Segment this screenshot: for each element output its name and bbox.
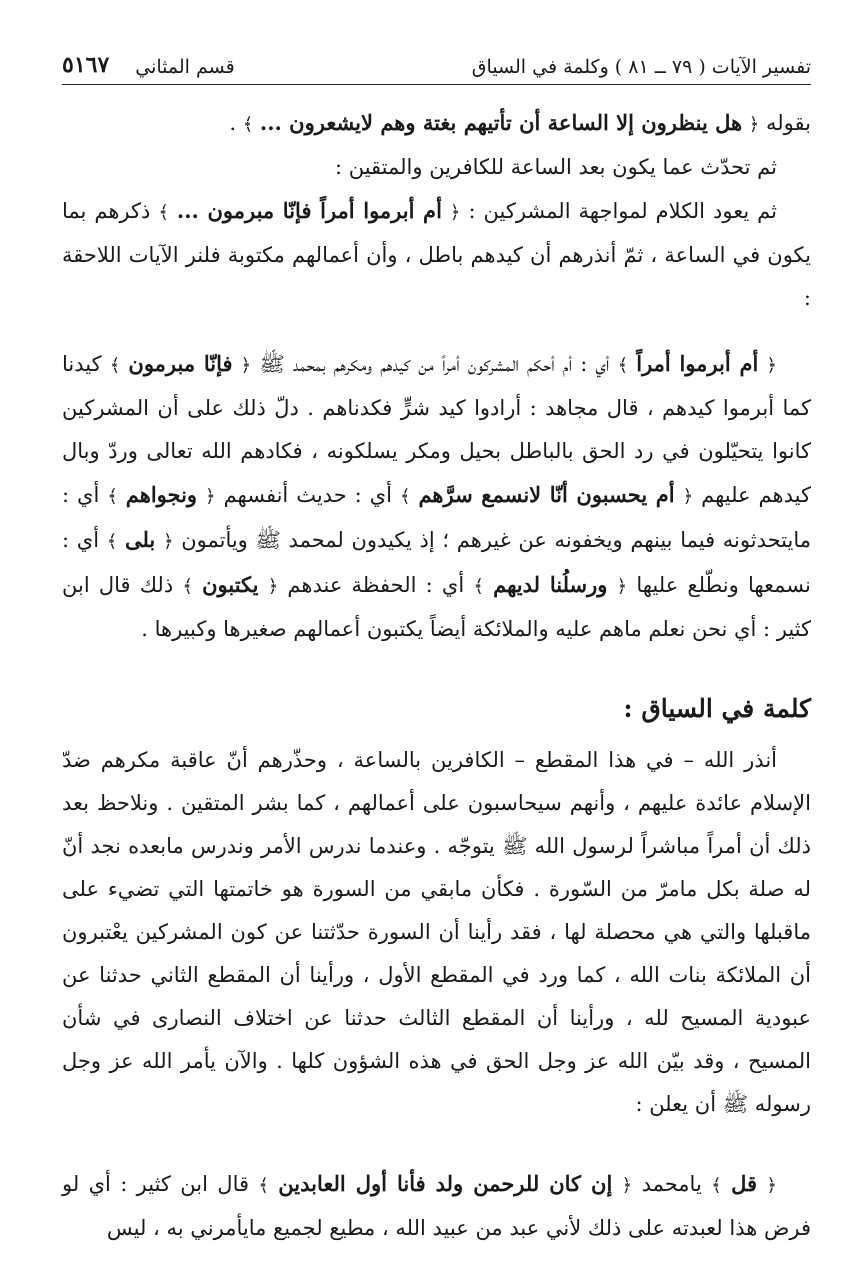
text: أي : مايتحدثونه فيما بينهم ويخفونه عن غيرهم ؛ إذ يكيدون لمحمد ﷺ ويأتمون [62, 483, 811, 552]
quran-verse: يكتبون [202, 572, 259, 597]
quran-verse: أم أبرموا أمراً فإنّا مبرمون ... [176, 198, 442, 223]
ornament-close: ﴾ [258, 1175, 269, 1196]
quran-verse: ونجواهم [125, 482, 198, 507]
text: ثم يعود الكلام لمواجهة المشركين : [468, 199, 777, 223]
header-left [62, 52, 235, 78]
ornament-close: ﴾ [242, 114, 254, 135]
text: بقوله [766, 111, 811, 135]
text: كيدنا كما أبرموا كيدهم ، قال مجاهد : أرادوا كيد شرٍّ فكدناهم . دلّ ذلك على أن المشركين كانوا يتحيّلون في رد الحق بالباطل بحيل ومكر يسلكونه ، فكادهم الله تعالى وردّ وبال كيدهم عليهم [62, 352, 811, 507]
ornament-open: ﴿ [748, 114, 760, 135]
text: أي : الحفظة عندهم [287, 573, 465, 597]
ornament-open: ﴿ [682, 486, 694, 507]
quran-verse: فإنّا مبرمون [128, 351, 233, 376]
quran-verse: ورسلُنا لديهم [493, 572, 608, 597]
text: أي : حديث أنفسهم [223, 483, 392, 507]
ornament-close: ﴾ [106, 531, 118, 552]
text: قال ابن كثير : أي لو فرض هذا لعبدته على ذلك لأني عبد من عبيد الله ، مطيع لجميع مايأمرني به ، ليس [62, 1172, 811, 1240]
ornament-close: ﴾ [107, 486, 118, 507]
paragraph-context: أنذر الله – في هذا المقطع – الكافرين بالساعة ، وحذّرهم أنّ عاقبة مكرهم ضدّ الإسلام عائدة عليهم ، وأنهم سيحاسبون على أعمالهم ، كما بشر المتقين . ونلاحظ بعد ذلك أن أمراً مباشراً لرسول الله ﷺ يتوجّه . وعندما ندرس الأمر وندرس مابعده نجد أنّ له صلة بكل مامرّ من السّورة . فكأن مابقي من السورة هو خاتمتها التي تضيء على ماقبلها والتي هي محصلة لها ، فقد رأينا أن السورة حدّثتنا عن كون المشركين يعْتبرون أن الملائكة بنات الله ، كما ورد في المقطع الأول ، ورأينا أن المقطع الثاني حدثنا عن عبودية المسيح لله ، ورأينا أن المقطع الثالث حدثنا عن اختلاف النصارى في شأن المسيح ، وقد بيّن الله عز وجل الحق في هذه الشؤون كلها . والآن يأمر الله عز وجل رسوله ﷺ أن يعلن : [62, 748, 811, 1116]
ornament-close: ﴾ [711, 1175, 722, 1196]
chapter-title: تفسير الآيات ( ٧٩ ــ ٨١ ) وكلمة في السياق [471, 56, 811, 78]
paragraph-commentary [62, 342, 811, 651]
book-page [62, 52, 811, 1250]
ornament-open: ﴿ [240, 355, 252, 376]
text: أي : نسمعها ونطّلع عليها [62, 528, 811, 597]
ornament-close: ﴾ [473, 576, 484, 597]
ornament-open: ﴿ [766, 1175, 777, 1196]
ornament-close: ﴾ [399, 486, 411, 507]
quran-verse: هل ينظرون إلا الساعة أن تأتيهم بغتة وهم لايشعرون ... [259, 110, 743, 135]
paragraph-final [62, 1162, 811, 1250]
paragraph-return [62, 189, 811, 320]
paragraph-intro [62, 101, 811, 146]
ornament-close: ﴾ [182, 576, 193, 597]
text: أي : أم أحكم المشركون أمراً من كيدهم ومكرهم بمحمد ﷺ [259, 352, 610, 376]
text: ذكرهم بما يكون في الساعة ، ثمّ أنذرهم أن كيدهم باطل ، وأن أعمالهم مكتوبة فلنر الآيات اللاحقة : [62, 199, 811, 310]
page-number: ٥١٦٧ [62, 52, 110, 78]
quran-verse: أم يحسبون أنّا لانسمع سرَّهم [418, 482, 675, 507]
quran-verse: بلى [124, 527, 156, 552]
quran-verse: إن كان للرحمن ولد فأنا أول العابدين [278, 1171, 613, 1196]
quran-verse: أم أبرموا أمراً [636, 351, 759, 376]
ornament-open: ﴿ [162, 531, 174, 552]
ornament-close: ﴾ [109, 355, 121, 376]
section-heading: كلمة في السياق : [623, 694, 811, 723]
ornament-open: ﴿ [766, 355, 777, 376]
quran-verse: قل [731, 1171, 758, 1196]
ornament-close: ﴾ [158, 202, 169, 223]
ornament-open: ﴿ [616, 576, 628, 597]
running-header [62, 52, 811, 85]
paragraph-transition: ثم تحدّث عما يكون بعد الساعة للكافرين والمتقين : [334, 155, 777, 179]
text: ذلك قال ابن كثير : أي نحن نعلم ماهم عليه والملائكة أيضاً يكتبون أعمالهم صغيرها وكبيرها . [62, 573, 811, 641]
ornament-open: ﴿ [449, 202, 461, 223]
ornament-open: ﴿ [267, 576, 279, 597]
text: يامحمد [641, 1172, 702, 1196]
text: . [229, 111, 236, 135]
ornament-close: ﴾ [617, 355, 629, 376]
ornament-open: ﴿ [621, 1175, 633, 1196]
part-label: قسم المثاني [135, 56, 235, 78]
ornament-open: ﴿ [205, 486, 216, 507]
